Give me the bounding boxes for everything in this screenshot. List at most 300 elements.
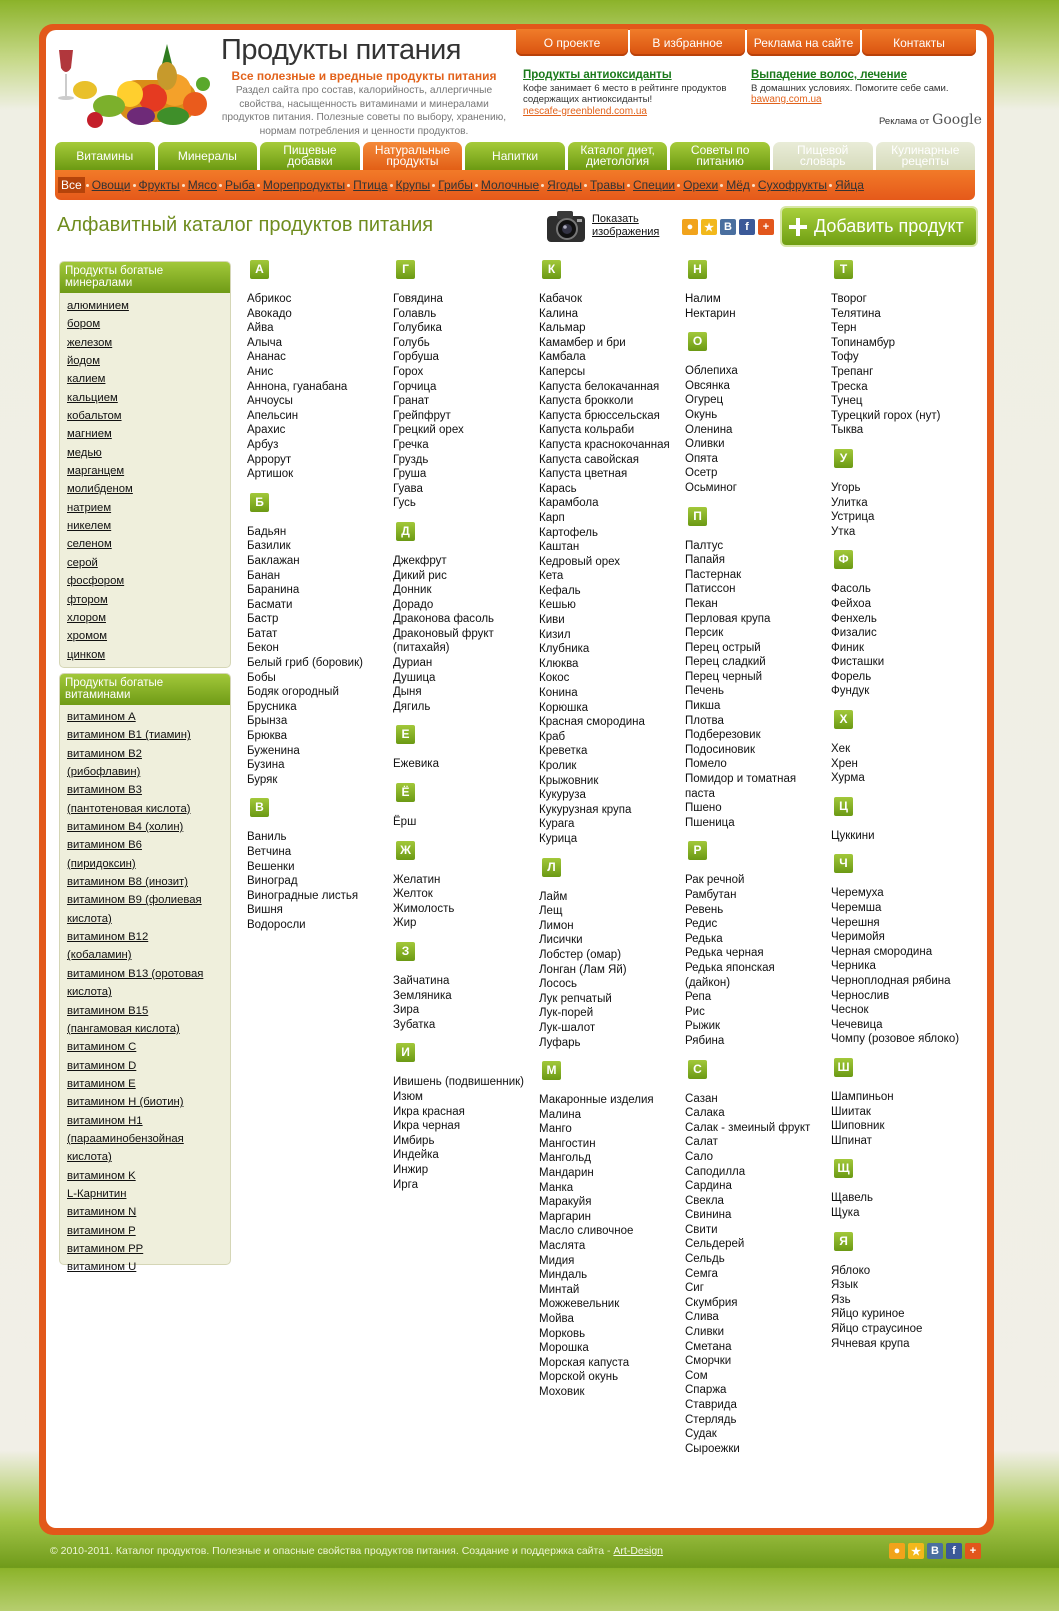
mainnav-tab[interactable]: Напитки — [465, 142, 565, 170]
product-link[interactable]: Финик — [831, 641, 864, 654]
product-link[interactable]: Морской окунь — [539, 1371, 619, 1384]
product-link[interactable]: Огурец — [685, 394, 724, 407]
sidebar-item-label[interactable]: цинком — [67, 648, 106, 661]
product-link[interactable]: Сливки — [685, 1326, 725, 1339]
sidebar-item-label[interactable]: медью — [67, 446, 102, 459]
product-link[interactable]: Фасоль — [831, 583, 871, 596]
product-link[interactable]: Пикша — [685, 700, 721, 713]
product-link[interactable]: Свити — [685, 1223, 718, 1236]
product-link[interactable]: Фундук — [831, 685, 870, 698]
product-link[interactable]: Брынза — [247, 715, 288, 728]
sidebar-item-label[interactable]: витамином B9 (фолиевая — [67, 894, 202, 907]
product-link[interactable]: Подосиновик — [685, 743, 755, 756]
product-link[interactable]: Моховик — [539, 1385, 585, 1398]
sidebar-item[interactable] — [67, 836, 230, 854]
product-link[interactable]: Сметана — [685, 1340, 732, 1353]
sidebar-item-label[interactable]: витамином C — [67, 1041, 137, 1054]
product-link[interactable]: Драконовый фрукт — [393, 627, 494, 640]
sidebar-item[interactable] — [67, 873, 230, 891]
sidebar-item[interactable] — [67, 726, 230, 744]
sidebar-item-label[interactable]: витамином B2 — [67, 747, 142, 760]
product-link[interactable]: Брюква — [247, 730, 287, 743]
product-link[interactable]: Салат — [685, 1136, 718, 1149]
mainnav-tab[interactable]: Витамины — [55, 142, 155, 170]
product-link[interactable]: Карамбола — [539, 497, 599, 510]
subnav-link[interactable]: Мясо — [187, 178, 217, 192]
product-link[interactable]: Вишня — [247, 904, 283, 917]
google-plus-icon[interactable]: + — [758, 219, 774, 235]
mainnav-tab[interactable]: Натуральные продукты — [363, 142, 463, 170]
sidebar-item[interactable] — [67, 425, 230, 443]
product-link[interactable]: Анис — [247, 365, 274, 378]
product-link[interactable]: Инжир — [393, 1163, 429, 1176]
product-link[interactable]: Угорь — [831, 481, 861, 494]
product-link[interactable]: Можжевельник — [539, 1298, 620, 1311]
product-link[interactable]: Абрикос — [247, 293, 292, 305]
product-link[interactable]: Спаржа — [685, 1384, 727, 1397]
product-link[interactable]: Зира — [393, 1004, 420, 1017]
subnav-link[interactable]: Рыба — [225, 178, 255, 192]
product-link[interactable]: Мангольд — [539, 1152, 591, 1165]
subnav-link[interactable]: Молочные — [480, 178, 540, 192]
product-link[interactable]: Утка — [831, 525, 856, 538]
subnav-link[interactable]: Орехи — [683, 178, 719, 192]
product-link[interactable]: Земляника — [393, 989, 452, 1002]
product-link[interactable]: Гречка — [393, 438, 429, 451]
product-link[interactable]: Масло сливочное — [539, 1225, 634, 1238]
product-link[interactable]: Треска — [831, 380, 868, 393]
product-link[interactable]: Пекан — [685, 597, 718, 610]
product-link[interactable]: Донник — [393, 584, 432, 597]
product-link[interactable]: Семга — [685, 1267, 718, 1280]
product-link[interactable]: Капуста брокколи — [539, 395, 634, 408]
product-link[interactable]: Капуста краснокочанная — [539, 438, 670, 451]
product-link[interactable]: Яблоко — [831, 1264, 871, 1277]
product-link[interactable]: Щавель — [831, 1192, 874, 1205]
product-link[interactable]: Бадьян — [247, 525, 287, 538]
product-link[interactable]: Капуста цветная — [539, 468, 628, 481]
ads-by-google[interactable] — [879, 112, 982, 128]
product-link[interactable]: Креветка — [539, 745, 588, 758]
sidebar-item[interactable] — [67, 1002, 230, 1020]
product-link[interactable]: Фисташки — [831, 656, 885, 669]
sidebar-item-label[interactable]: хлором — [67, 611, 106, 624]
product-link[interactable]: Свекла — [685, 1194, 724, 1207]
product-link[interactable]: Улитка — [831, 496, 868, 509]
product-link[interactable]: Турецкий горох (нут) — [831, 409, 941, 422]
product-link[interactable]: Стерлядь — [685, 1413, 737, 1426]
product-link[interactable]: Тофу — [831, 351, 859, 364]
subnav-link[interactable]: Фрукты — [138, 178, 180, 192]
product-link[interactable]: Бастр — [247, 613, 279, 626]
google-plus-icon[interactable]: + — [965, 1543, 981, 1559]
product-link[interactable]: Корюшка — [539, 701, 589, 714]
product-link[interactable]: Перец острый — [685, 641, 761, 654]
sidebar-item[interactable] — [67, 646, 230, 664]
subnav-link[interactable]: Морепродукты — [262, 178, 346, 192]
product-link[interactable]: Язь — [831, 1293, 851, 1306]
product-link[interactable]: Осетр — [685, 467, 718, 480]
product-link[interactable]: Манка — [539, 1181, 574, 1194]
ad-title[interactable]: Продукты антиоксиданты — [523, 69, 672, 81]
product-link[interactable]: Бобы — [247, 671, 276, 684]
product-link[interactable]: Ежевика — [393, 758, 439, 771]
sidebar-item[interactable] — [67, 745, 230, 763]
product-link[interactable]: Рябина — [685, 1034, 725, 1047]
sidebar-item-label[interactable]: витамином B6 — [67, 839, 142, 852]
product-link[interactable]: Овсянка — [685, 379, 730, 392]
product-link[interactable]: Пшеница — [685, 816, 735, 829]
product-link[interactable]: Красная смородина — [539, 716, 645, 729]
product-link[interactable]: Нектарин — [685, 307, 736, 320]
product-link[interactable]: Кокос — [539, 672, 570, 685]
product-link[interactable]: Говядина — [393, 293, 443, 305]
product-link[interactable]: Лук репчатый — [539, 992, 612, 1005]
product-link[interactable]: Пастернак — [685, 568, 742, 581]
sidebar-item[interactable] — [67, 1167, 230, 1185]
product-link[interactable]: Творог — [831, 293, 867, 305]
topnav-item[interactable]: Реклама на сайте — [747, 29, 860, 56]
product-link[interactable]: Каперсы — [539, 365, 586, 378]
sidebar-item[interactable] — [67, 781, 230, 799]
bookmark-star-icon[interactable]: ★ — [908, 1543, 924, 1559]
product-link[interactable]: Морская капуста — [539, 1356, 630, 1369]
sidebar-item-label[interactable]: никелем — [67, 520, 112, 533]
product-link[interactable]: Ирга — [393, 1178, 418, 1191]
product-link[interactable]: Кукуруза — [539, 789, 586, 802]
sidebar-item[interactable] — [67, 444, 230, 462]
sidebar-item[interactable] — [67, 352, 230, 370]
sidebar-item[interactable] — [67, 609, 230, 627]
product-link[interactable]: Кизил — [539, 628, 571, 641]
product-link[interactable]: Рис — [685, 1005, 705, 1018]
product-link[interactable]: Помидор и томатная — [685, 773, 797, 786]
product-link[interactable]: Имбирь — [393, 1134, 435, 1147]
mainnav-tab[interactable]: Пищевые добавки — [260, 142, 360, 170]
product-link[interactable]: Шпинат — [831, 1134, 872, 1147]
sidebar-item[interactable] — [67, 1038, 230, 1056]
product-link[interactable]: Язык — [831, 1279, 858, 1292]
sidebar-item-label[interactable]: витамином B1 (тиамин) — [67, 729, 191, 742]
product-link[interactable]: Ветчина — [247, 846, 292, 858]
sidebar-item[interactable] — [67, 407, 230, 425]
product-link[interactable]: Буряк — [247, 773, 278, 786]
subnav-link[interactable]: Птица — [353, 178, 388, 192]
product-link[interactable]: Хурма — [831, 772, 865, 785]
sidebar-item[interactable] — [67, 855, 230, 873]
sidebar-item[interactable] — [67, 763, 230, 781]
product-link[interactable]: Редис — [685, 918, 718, 931]
product-link[interactable]: Арахис — [247, 424, 286, 437]
mainnav-tab[interactable]: Кулинарные рецепты — [876, 142, 976, 170]
product-link[interactable]: Краб — [539, 730, 566, 743]
sidebar-item-label[interactable]: бором — [67, 318, 101, 331]
product-link[interactable]: Лимон — [539, 919, 574, 932]
product-link[interactable]: Голубика — [393, 322, 442, 335]
product-link[interactable]: (дайкон) — [685, 976, 731, 989]
sidebar-item-label[interactable]: марганцем — [67, 465, 125, 478]
product-link[interactable]: Лосось — [539, 978, 577, 991]
ad-url[interactable]: nescafe-greenblend.com.ua — [523, 105, 647, 117]
product-link[interactable]: Маслята — [539, 1240, 586, 1253]
product-link[interactable]: Кролик — [539, 760, 577, 772]
product-link[interactable]: Капуста кольраби — [539, 424, 635, 437]
product-link[interactable]: Дикий рис — [393, 569, 447, 582]
sidebar-item[interactable] — [67, 572, 230, 590]
product-link[interactable]: Алыча — [247, 336, 283, 349]
product-link[interactable]: Жир — [393, 917, 417, 930]
sidebar-item[interactable] — [67, 591, 230, 609]
vkontakte-icon[interactable]: B — [927, 1543, 943, 1559]
sidebar-item-label[interactable]: фосфором — [67, 575, 125, 588]
sidebar-item-label[interactable]: витамином P — [67, 1224, 136, 1237]
sidebar-item[interactable] — [67, 983, 230, 1001]
sidebar-item-label[interactable]: витамином H1 — [67, 1114, 143, 1127]
sidebar-item[interactable] — [67, 334, 230, 352]
product-link[interactable]: Карась — [539, 482, 577, 495]
product-link[interactable]: Сельдерей — [685, 1238, 745, 1251]
product-link[interactable]: Морковь — [539, 1327, 586, 1340]
product-link[interactable]: Черноплодная рябина — [831, 975, 951, 987]
product-link[interactable]: Каштан — [539, 541, 580, 554]
product-link[interactable]: Индейка — [393, 1149, 439, 1162]
sidebar-item-label[interactable]: селеном — [67, 538, 112, 551]
product-link[interactable]: Дорадо — [393, 598, 434, 611]
product-link[interactable]: Чеснок — [831, 1004, 869, 1017]
footer-link[interactable]: Art-Design — [613, 1545, 664, 1557]
subnav-link[interactable]: Сухофрукты — [757, 178, 828, 192]
product-link[interactable]: Икра красная — [393, 1105, 465, 1118]
product-link[interactable]: Горох — [393, 365, 424, 378]
product-link[interactable]: Черника — [831, 960, 876, 973]
sidebar-item-label[interactable]: калием — [67, 373, 106, 386]
product-link[interactable]: Сиг — [685, 1282, 704, 1295]
topnav-item[interactable]: В избранное — [630, 29, 745, 56]
product-link[interactable]: Ставрида — [685, 1399, 737, 1411]
product-link[interactable]: Шиитак — [831, 1105, 871, 1118]
product-link[interactable]: Помело — [685, 758, 727, 771]
product-link[interactable]: Гуава — [393, 482, 423, 495]
product-link[interactable]: Икра черная — [393, 1120, 461, 1133]
sidebar-item[interactable] — [67, 818, 230, 836]
sidebar-item-label[interactable]: (пиридоксин) — [67, 857, 136, 870]
product-link[interactable]: Рамбутан — [685, 889, 737, 901]
sidebar-item-label[interactable]: (рибофлавин) — [67, 766, 141, 779]
product-link[interactable]: Курица — [539, 832, 578, 845]
product-link[interactable]: Устрица — [831, 511, 875, 524]
product-link[interactable]: Редька — [685, 932, 723, 945]
sidebar-item[interactable] — [67, 800, 230, 818]
product-link[interactable]: Виноград — [247, 875, 298, 888]
product-link[interactable]: Бузина — [247, 759, 285, 772]
subnav-link[interactable]: Грибы — [438, 178, 473, 192]
sidebar-item-label[interactable]: витамином K — [67, 1169, 136, 1182]
sidebar-item[interactable] — [67, 1185, 230, 1203]
product-link[interactable]: Яйцо страусиное — [831, 1322, 923, 1335]
product-link[interactable]: Базилик — [247, 540, 291, 553]
product-link[interactable]: Анчоусы — [247, 395, 293, 408]
sidebar-item-label[interactable]: кальцием — [67, 391, 118, 404]
sidebar-item-label[interactable]: молибденом — [67, 483, 133, 496]
product-link[interactable]: Фенхель — [831, 612, 877, 625]
topnav-item[interactable]: О проекте — [516, 29, 628, 56]
product-link[interactable]: Крыжовник — [539, 774, 599, 787]
sidebar-item-label[interactable]: серой — [67, 556, 98, 569]
product-link[interactable]: Джекфрут — [393, 554, 447, 567]
sidebar-item[interactable] — [67, 910, 230, 928]
product-link[interactable]: Дыня — [393, 686, 422, 699]
product-link[interactable]: Чечевица — [831, 1018, 883, 1031]
show-images-link[interactable]: Показать изображения — [592, 213, 660, 238]
product-link[interactable]: Хек — [831, 743, 851, 756]
product-link[interactable]: Сыроежки — [685, 1442, 740, 1455]
product-link[interactable]: Грецкий орех — [393, 424, 464, 437]
product-link[interactable]: Яйцо куриное — [831, 1308, 905, 1321]
product-link[interactable]: Брусника — [247, 700, 297, 713]
product-link[interactable]: Аррорут — [247, 453, 292, 466]
sidebar-item-label[interactable]: алюминием — [67, 300, 129, 312]
subnav-link[interactable]: Специи — [633, 178, 676, 192]
sidebar-item[interactable] — [67, 965, 230, 983]
product-link[interactable]: Капуста савойская — [539, 453, 640, 466]
product-link[interactable]: Киви — [539, 614, 565, 627]
sidebar-item-label[interactable]: витамином A — [67, 711, 136, 723]
topnav-item[interactable]: Контакты — [862, 29, 976, 56]
product-link[interactable]: Ананас — [247, 351, 286, 364]
product-link[interactable]: Бекон — [247, 642, 279, 655]
subnav-link[interactable]: Все — [58, 177, 85, 193]
product-link[interactable]: Драконова фасоль — [393, 613, 495, 626]
subnav-link[interactable]: Травы — [589, 178, 625, 192]
product-link[interactable]: Маракуйя — [539, 1196, 592, 1209]
product-link[interactable]: Редька черная — [685, 947, 764, 960]
sidebar-item[interactable] — [67, 1258, 230, 1276]
sidebar-item-label[interactable]: (парааминобензойная — [67, 1132, 184, 1145]
product-link[interactable]: Изюм — [393, 1090, 423, 1103]
product-link[interactable]: Оленина — [685, 423, 733, 436]
sidebar-item-label[interactable]: витамином D — [67, 1059, 137, 1072]
sidebar-item-label[interactable]: витамином E — [67, 1077, 136, 1090]
product-link[interactable]: Чомпу (розовое яблоко) — [831, 1033, 960, 1046]
product-link[interactable]: Вешенки — [247, 860, 295, 873]
sidebar-item-label[interactable]: хромом — [67, 630, 108, 643]
product-link[interactable]: Кабачок — [539, 293, 582, 305]
product-link[interactable]: Кефаль — [539, 584, 581, 597]
product-link[interactable]: Мойва — [539, 1313, 574, 1325]
sidebar-item-label[interactable]: кислота) — [67, 1151, 112, 1164]
product-link[interactable]: Кедровый орех — [539, 555, 621, 568]
sidebar-item[interactable] — [67, 946, 230, 964]
sidebar-item-label[interactable]: L-Карнитин — [67, 1187, 127, 1200]
product-link[interactable]: Камамбер и бри — [539, 336, 626, 349]
product-link[interactable]: Хрен — [831, 757, 858, 770]
product-link[interactable]: Лук-шалот — [539, 1021, 596, 1034]
product-link[interactable]: Черешня — [831, 916, 880, 929]
product-link[interactable]: Облепиха — [685, 365, 738, 378]
product-link[interactable]: Черемша — [831, 902, 882, 915]
sidebar-item-label[interactable]: витамином B15 — [67, 1004, 149, 1017]
product-link[interactable]: Бодяк огородный — [247, 686, 339, 699]
product-link[interactable]: Свинина — [685, 1209, 732, 1222]
product-link[interactable]: Ревень — [685, 903, 724, 916]
ad-title[interactable]: Выпадение волос, лечение — [751, 69, 907, 81]
product-link[interactable]: Желатин — [393, 873, 441, 886]
product-link[interactable]: Малина — [539, 1108, 581, 1121]
product-link[interactable]: Чернослив — [831, 989, 890, 1002]
sidebar-item-label[interactable]: витамином H (биотин) — [67, 1096, 184, 1109]
sidebar-item[interactable] — [67, 627, 230, 645]
product-link[interactable]: Карп — [539, 511, 565, 524]
product-link[interactable]: Гусь — [393, 497, 416, 510]
product-link[interactable]: Терн — [831, 322, 857, 335]
sidebar-item[interactable] — [67, 708, 230, 726]
product-link[interactable]: Манго — [539, 1123, 572, 1136]
product-link[interactable]: Ячневая крупа — [831, 1337, 910, 1350]
sidebar-item-label[interactable]: витамином B8 (инозит) — [67, 876, 188, 889]
vkontakte-icon[interactable]: B — [720, 219, 736, 235]
sidebar-item[interactable] — [67, 1222, 230, 1240]
product-link[interactable]: Физалис — [831, 627, 877, 640]
product-link[interactable]: Груздь — [393, 453, 429, 466]
product-link[interactable]: Щука — [831, 1206, 860, 1219]
product-link[interactable]: Слива — [685, 1311, 719, 1324]
sidebar-item[interactable] — [67, 480, 230, 498]
sidebar-item-label[interactable]: кислота) — [67, 912, 112, 925]
product-link[interactable]: Гранат — [393, 395, 430, 408]
product-link[interactable]: Подберезовик — [685, 729, 761, 742]
product-link[interactable]: Перец черный — [685, 670, 763, 683]
product-link[interactable]: паста — [685, 787, 715, 800]
product-link[interactable]: Макаронные изделия — [539, 1094, 654, 1107]
product-link[interactable]: Мандарин — [539, 1167, 594, 1180]
sidebar-item[interactable] — [67, 499, 230, 517]
product-link[interactable]: Морошка — [539, 1342, 589, 1355]
sidebar-item-label[interactable]: натрием — [67, 501, 112, 514]
product-link[interactable]: Салака — [685, 1107, 725, 1120]
subnav-link[interactable]: Ягоды — [547, 178, 582, 192]
product-link[interactable]: Камбала — [539, 351, 586, 364]
sidebar-item-label[interactable]: (пантотеновая кислота) — [67, 802, 191, 815]
product-link[interactable]: Мангостин — [539, 1137, 596, 1150]
product-link[interactable]: Перловая крупа — [685, 612, 771, 625]
product-link[interactable]: Лисички — [539, 934, 583, 947]
sidebar-item[interactable] — [67, 1112, 230, 1130]
mail-agent-icon[interactable]: ● — [889, 1543, 905, 1559]
sidebar-item[interactable] — [67, 1075, 230, 1093]
product-link[interactable]: Саподилла — [685, 1165, 746, 1178]
product-link[interactable]: Зубатка — [393, 1018, 436, 1031]
site-title[interactable]: Продукты питания — [221, 34, 461, 66]
product-link[interactable]: Арбуз — [247, 438, 279, 451]
product-link[interactable]: Зайчатина — [393, 975, 450, 987]
product-link[interactable]: Сазан — [685, 1092, 718, 1105]
facebook-icon[interactable]: f — [739, 219, 755, 235]
product-link[interactable]: Рак речной — [685, 874, 745, 887]
sidebar-item[interactable] — [67, 1020, 230, 1038]
product-link[interactable]: Редька японская — [685, 961, 775, 974]
product-link[interactable]: Маргарин — [539, 1210, 592, 1223]
product-link[interactable]: Сардина — [685, 1180, 732, 1193]
product-link[interactable]: Кальмар — [539, 322, 586, 335]
subnav-link[interactable]: Овощи — [91, 178, 131, 192]
product-link[interactable]: Перец сладкий — [685, 656, 766, 669]
product-link[interactable]: Баранина — [247, 584, 300, 597]
product-link[interactable]: Лук-порей — [539, 1007, 594, 1020]
product-link[interactable]: Лобстер (омар) — [539, 948, 622, 961]
product-link[interactable]: Печень — [685, 685, 725, 698]
sidebar-item-label[interactable]: витамином B12 — [67, 931, 149, 944]
product-link[interactable]: Оливки — [685, 438, 725, 451]
